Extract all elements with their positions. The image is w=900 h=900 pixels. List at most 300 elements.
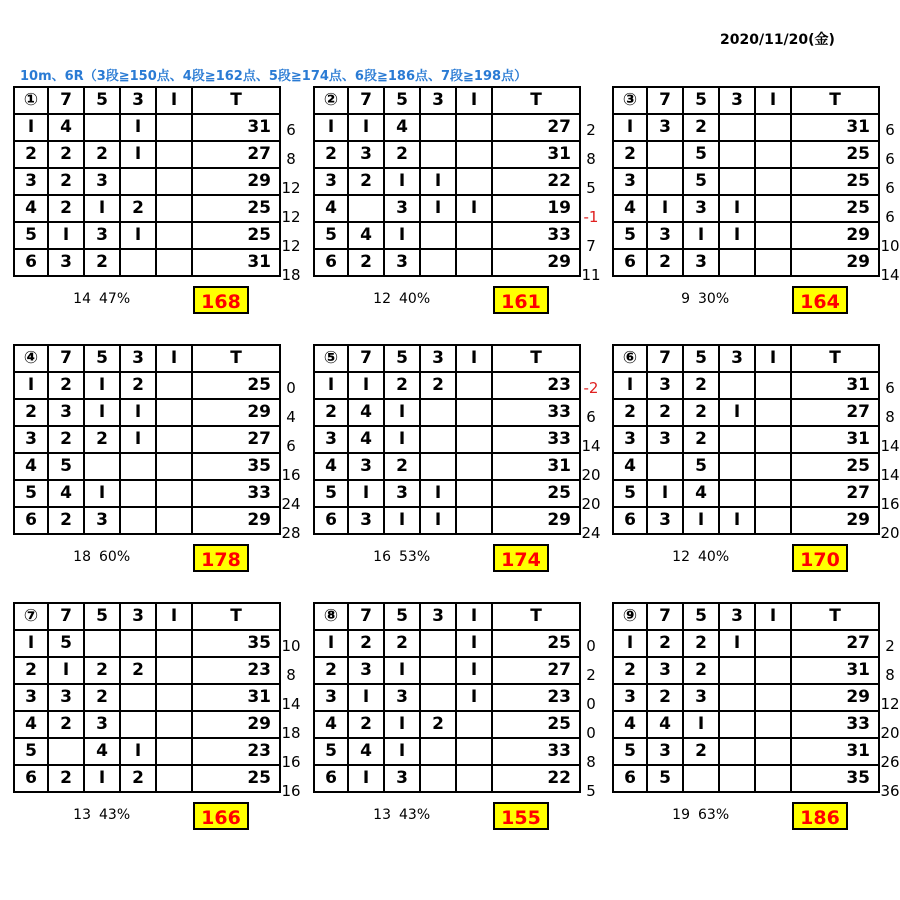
arrow-count-cell [84, 453, 120, 480]
arrow-count-cell [456, 453, 492, 480]
arrow-count-cell: 2 [384, 453, 420, 480]
arrow-count-cell: 2 [647, 249, 683, 276]
arrow-count-cell: 4 [84, 738, 120, 765]
arrow-count-cell: 2 [48, 141, 84, 168]
arrow-count-cell: 2 [683, 657, 719, 684]
header-row [314, 603, 580, 630]
arrow-count-cell: 5 [647, 765, 683, 792]
end-total-cell: 29 [791, 507, 879, 534]
end-total-cell: 25 [791, 195, 879, 222]
score-block [13, 602, 313, 832]
cumulative-value: 7 [586, 237, 596, 255]
arrow-count-cell [719, 168, 755, 195]
header-cell: 3 [719, 87, 755, 114]
end-number-cell: 2 [314, 141, 348, 168]
arrow-count-cell: 2 [348, 630, 384, 657]
end-number-cell: 4 [613, 195, 647, 222]
cumulative-value: 6 [586, 408, 596, 426]
hit-count: 13 [373, 807, 391, 823]
arrow-count-cell: 2 [48, 168, 84, 195]
score-table [13, 602, 281, 793]
cumulative-value: 10 [281, 637, 301, 655]
arrow-count-cell [755, 249, 791, 276]
end-total-cell: 33 [492, 222, 580, 249]
arrow-count-cell: 4 [348, 426, 384, 453]
arrow-count-cell [719, 765, 755, 792]
cumulative-value: 2 [586, 666, 596, 684]
arrow-count-cell [719, 372, 755, 399]
arrow-count-cell: 5 [683, 168, 719, 195]
header-cell: T [791, 345, 879, 372]
end-number-cell: 3 [14, 684, 48, 711]
arrow-count-cell [755, 372, 791, 399]
arrow-count-cell: I [348, 114, 384, 141]
arrow-count-cell [120, 249, 156, 276]
cumulative-value: 8 [286, 150, 296, 168]
arrow-count-cell [120, 630, 156, 657]
arrow-count-cell [420, 765, 456, 792]
cumulative-value: 8 [885, 666, 895, 684]
cumulative-value: 6 [286, 437, 296, 455]
header-cell: T [492, 603, 580, 630]
header-cell: I [755, 345, 791, 372]
arrow-count-cell: 2 [384, 141, 420, 168]
arrow-count-cell [719, 738, 755, 765]
header-cell: 3 [120, 87, 156, 114]
arrow-count-cell [755, 426, 791, 453]
end-number-cell: 6 [613, 507, 647, 534]
arrow-count-cell: 3 [384, 249, 420, 276]
arrow-count-cell [420, 399, 456, 426]
cumulative-value: 18 [281, 266, 301, 284]
total-score-badge: 174 [493, 544, 549, 572]
score-block [313, 602, 613, 832]
end-total-cell: 27 [492, 657, 580, 684]
end-total-cell: 25 [492, 480, 580, 507]
cumulative-value: 14 [581, 437, 601, 455]
table-row [14, 372, 280, 399]
score-table [612, 86, 880, 277]
end-total-cell: 33 [492, 399, 580, 426]
arrow-count-cell [420, 684, 456, 711]
end-total-cell: 31 [192, 684, 280, 711]
arrow-count-cell: 2 [683, 114, 719, 141]
arrow-count-cell: 2 [84, 141, 120, 168]
arrow-count-cell [456, 480, 492, 507]
arrow-count-cell: 2 [647, 684, 683, 711]
arrow-count-cell: I [120, 222, 156, 249]
header-cell: T [192, 345, 280, 372]
end-total-cell: 31 [192, 249, 280, 276]
arrow-count-cell: 3 [348, 657, 384, 684]
end-total-cell: 31 [492, 453, 580, 480]
table-row [14, 399, 280, 426]
cumulative-value: 20 [880, 524, 900, 542]
table-row [314, 738, 580, 765]
end-total-cell: 23 [192, 738, 280, 765]
score-block [612, 86, 900, 316]
hit-percentage: 30% [698, 291, 730, 307]
arrow-count-cell: I [456, 630, 492, 657]
header-cell: 7 [348, 603, 384, 630]
arrow-count-cell: 2 [120, 765, 156, 792]
header-cell: I [456, 345, 492, 372]
header-cell: 5 [683, 87, 719, 114]
arrow-count-cell [755, 711, 791, 738]
arrow-count-cell [719, 684, 755, 711]
arrow-count-cell: 2 [683, 630, 719, 657]
arrow-count-cell [156, 480, 192, 507]
header-row [613, 87, 879, 114]
table-row [613, 141, 879, 168]
arrow-count-cell [420, 249, 456, 276]
cumulative-value: 6 [885, 179, 895, 197]
arrow-count-cell: 3 [84, 168, 120, 195]
arrow-count-cell [719, 114, 755, 141]
arrow-count-cell: 4 [384, 114, 420, 141]
end-number-cell: 2 [613, 399, 647, 426]
header-cell: T [791, 87, 879, 114]
score-block [313, 344, 613, 574]
arrow-count-cell: 3 [647, 738, 683, 765]
arrow-count-cell: 3 [683, 249, 719, 276]
arrow-count-cell [156, 711, 192, 738]
end-number-cell: I [14, 372, 48, 399]
hit-percentage: 53% [399, 549, 431, 565]
cumulative-value: 16 [281, 782, 301, 800]
arrow-count-cell: I [456, 684, 492, 711]
header-cell: 3 [719, 345, 755, 372]
end-total-cell: 31 [492, 141, 580, 168]
arrow-count-cell: I [683, 222, 719, 249]
end-total-cell: 33 [192, 480, 280, 507]
table-row [613, 684, 879, 711]
end-number-cell: 5 [14, 222, 48, 249]
table-row [14, 114, 280, 141]
arrow-count-cell [156, 195, 192, 222]
score-table [612, 344, 880, 535]
header-cell: 5 [84, 345, 120, 372]
arrow-count-cell [755, 399, 791, 426]
arrow-count-cell [420, 453, 456, 480]
table-row [14, 507, 280, 534]
arrow-count-cell: 2 [84, 684, 120, 711]
round-label: ② [314, 87, 348, 114]
arrow-count-cell: I [84, 765, 120, 792]
header-cell: 7 [348, 345, 384, 372]
end-number-cell: 2 [613, 657, 647, 684]
arrow-count-cell: 2 [348, 168, 384, 195]
header-row [314, 345, 580, 372]
header-cell: 7 [647, 345, 683, 372]
arrow-count-cell: I [84, 399, 120, 426]
end-number-cell: 4 [613, 711, 647, 738]
arrow-count-cell [755, 453, 791, 480]
table-row [314, 141, 580, 168]
arrow-count-cell: I [719, 507, 755, 534]
table-row [14, 141, 280, 168]
header-cell: 7 [48, 345, 84, 372]
arrow-count-cell: 3 [647, 372, 683, 399]
cumulative-value: 16 [281, 466, 301, 484]
arrow-count-cell: 2 [420, 372, 456, 399]
table-row [14, 765, 280, 792]
arrow-count-cell: 3 [48, 684, 84, 711]
end-number-cell: 3 [613, 426, 647, 453]
arrow-count-cell: 2 [120, 195, 156, 222]
arrow-count-cell [755, 507, 791, 534]
end-number-cell: 2 [14, 399, 48, 426]
end-total-cell: 29 [192, 711, 280, 738]
round-label: ① [14, 87, 48, 114]
arrow-count-cell: 2 [647, 630, 683, 657]
arrow-count-cell [156, 738, 192, 765]
cumulative-value: 20 [581, 466, 601, 484]
arrow-count-cell [719, 249, 755, 276]
arrow-count-cell [420, 657, 456, 684]
arrow-count-cell: I [456, 657, 492, 684]
hit-count: 16 [373, 549, 391, 565]
table-row [314, 711, 580, 738]
cumulative-value: 5 [586, 782, 596, 800]
arrow-count-cell: 2 [48, 372, 84, 399]
header-row [613, 345, 879, 372]
table-row [613, 372, 879, 399]
arrow-count-cell [755, 141, 791, 168]
arrow-count-cell [120, 507, 156, 534]
end-total-cell: 25 [791, 453, 879, 480]
arrow-count-cell [456, 168, 492, 195]
table-row [14, 426, 280, 453]
end-total-cell: 25 [192, 372, 280, 399]
arrow-count-cell [156, 249, 192, 276]
end-number-cell: 5 [14, 480, 48, 507]
round-label: ⑦ [14, 603, 48, 630]
end-total-cell: 19 [492, 195, 580, 222]
end-number-cell: 3 [314, 168, 348, 195]
arrow-count-cell: I [683, 507, 719, 534]
end-total-cell: 22 [492, 765, 580, 792]
score-table [313, 86, 581, 277]
arrow-count-cell [156, 765, 192, 792]
arrow-count-cell [647, 168, 683, 195]
header-cell: 3 [420, 87, 456, 114]
arrow-count-cell: 2 [120, 372, 156, 399]
hit-count: 12 [373, 291, 391, 307]
end-total-cell: 22 [492, 168, 580, 195]
hit-count: 9 [681, 291, 690, 307]
header-cell: I [156, 603, 192, 630]
arrow-count-cell [755, 480, 791, 507]
score-table [13, 86, 281, 277]
end-number-cell: 4 [314, 453, 348, 480]
end-number-cell: I [314, 630, 348, 657]
arrow-count-cell: 3 [384, 684, 420, 711]
end-total-cell: 25 [791, 168, 879, 195]
arrow-count-cell [456, 141, 492, 168]
arrow-count-cell [420, 630, 456, 657]
end-total-cell: 35 [791, 765, 879, 792]
end-total-cell: 25 [492, 711, 580, 738]
end-number-cell: I [613, 114, 647, 141]
total-score-badge: 161 [493, 286, 549, 314]
arrow-count-cell [348, 195, 384, 222]
arrow-count-cell: 2 [348, 249, 384, 276]
end-number-cell: 5 [613, 738, 647, 765]
cumulative-value: 6 [885, 379, 895, 397]
table-row [314, 630, 580, 657]
score-block [13, 86, 313, 316]
table-row [314, 480, 580, 507]
arrow-count-cell [456, 711, 492, 738]
arrow-count-cell: 2 [48, 195, 84, 222]
end-number-cell: 5 [314, 738, 348, 765]
arrow-count-cell: 2 [384, 372, 420, 399]
end-number-cell: 6 [314, 507, 348, 534]
arrow-count-cell: 2 [84, 657, 120, 684]
arrow-count-cell: I [420, 507, 456, 534]
arrow-count-cell: 3 [84, 711, 120, 738]
arrow-count-cell: 3 [348, 141, 384, 168]
arrow-count-cell: 3 [48, 399, 84, 426]
end-total-cell: 29 [192, 399, 280, 426]
arrow-count-cell [719, 657, 755, 684]
end-number-cell: 3 [314, 684, 348, 711]
arrow-count-cell [156, 168, 192, 195]
cumulative-value: 14 [281, 695, 301, 713]
end-total-cell: 33 [492, 426, 580, 453]
arrow-count-cell [120, 711, 156, 738]
arrow-count-cell [755, 222, 791, 249]
cumulative-value: 12 [281, 237, 301, 255]
arrow-count-cell [120, 480, 156, 507]
arrow-count-cell [456, 372, 492, 399]
arrow-count-cell [84, 114, 120, 141]
arrow-count-cell [755, 738, 791, 765]
header-cell: 3 [420, 603, 456, 630]
end-total-cell: 29 [192, 168, 280, 195]
cumulative-value: 12 [281, 208, 301, 226]
end-number-cell: 2 [314, 399, 348, 426]
arrow-count-cell [156, 114, 192, 141]
total-score-badge: 178 [193, 544, 249, 572]
header-cell: I [755, 87, 791, 114]
arrow-count-cell: I [348, 372, 384, 399]
cumulative-value: 8 [586, 753, 596, 771]
arrow-count-cell [420, 426, 456, 453]
cumulative-value: 4 [286, 408, 296, 426]
arrow-count-cell: 2 [120, 657, 156, 684]
table-row [314, 657, 580, 684]
cumulative-value: 8 [286, 666, 296, 684]
end-total-cell: 29 [791, 222, 879, 249]
table-row [314, 765, 580, 792]
score-table [313, 602, 581, 793]
arrow-count-cell: I [384, 738, 420, 765]
arrow-count-cell [719, 480, 755, 507]
hit-count: 19 [672, 807, 690, 823]
arrow-count-cell: I [84, 195, 120, 222]
end-total-cell: 31 [791, 114, 879, 141]
end-total-cell: 29 [192, 507, 280, 534]
end-number-cell: 4 [14, 195, 48, 222]
arrow-count-cell [120, 168, 156, 195]
arrow-count-cell [719, 711, 755, 738]
end-total-cell: 27 [791, 480, 879, 507]
arrow-count-cell: 2 [420, 711, 456, 738]
header-cell: 5 [384, 345, 420, 372]
table-row [314, 399, 580, 426]
cumulative-value: 6 [885, 150, 895, 168]
arrow-count-cell: I [683, 711, 719, 738]
score-block [13, 344, 313, 574]
arrow-count-cell [456, 114, 492, 141]
cumulative-value: 0 [586, 637, 596, 655]
arrow-count-cell [719, 453, 755, 480]
arrow-count-cell: I [348, 765, 384, 792]
header-cell: I [456, 603, 492, 630]
score-block [313, 86, 613, 316]
end-number-cell: 6 [14, 249, 48, 276]
arrow-count-cell: 5 [683, 453, 719, 480]
arrow-count-cell [120, 453, 156, 480]
table-row [613, 114, 879, 141]
table-row [314, 684, 580, 711]
cumulative-value: 10 [880, 237, 900, 255]
arrow-count-cell [755, 114, 791, 141]
hit-percentage: 63% [698, 807, 730, 823]
header-cell: 7 [48, 87, 84, 114]
table-row [613, 399, 879, 426]
score-table [313, 344, 581, 535]
arrow-count-cell: I [420, 168, 456, 195]
cumulative-value: 20 [581, 495, 601, 513]
round-label: ④ [14, 345, 48, 372]
end-number-cell: 3 [613, 168, 647, 195]
table-row [314, 426, 580, 453]
arrow-count-cell: 4 [683, 480, 719, 507]
header-cell: 3 [120, 345, 156, 372]
end-total-cell: 31 [791, 372, 879, 399]
arrow-count-cell [456, 738, 492, 765]
arrow-count-cell: 5 [48, 630, 84, 657]
end-total-cell: 25 [192, 222, 280, 249]
cumulative-value: 8 [586, 150, 596, 168]
table-row [314, 507, 580, 534]
total-score-badge: 166 [193, 802, 249, 830]
header-cell: 5 [683, 345, 719, 372]
header-cell: 7 [348, 87, 384, 114]
end-number-cell: I [613, 630, 647, 657]
arrow-count-cell: 3 [384, 765, 420, 792]
hit-percentage: 40% [698, 549, 730, 565]
header-cell: 5 [84, 603, 120, 630]
end-total-cell: 27 [791, 399, 879, 426]
header-cell: T [791, 603, 879, 630]
end-total-cell: 27 [791, 630, 879, 657]
arrow-count-cell: I [647, 195, 683, 222]
arrow-count-cell: 3 [647, 507, 683, 534]
cumulative-value: 16 [880, 495, 900, 513]
arrow-count-cell: I [384, 507, 420, 534]
arrow-count-cell: 3 [647, 657, 683, 684]
end-number-cell: 3 [14, 168, 48, 195]
header-cell: 7 [647, 603, 683, 630]
cumulative-value: 5 [586, 179, 596, 197]
arrow-count-cell: 4 [48, 480, 84, 507]
arrow-count-cell: 3 [647, 222, 683, 249]
header-cell: 5 [384, 603, 420, 630]
